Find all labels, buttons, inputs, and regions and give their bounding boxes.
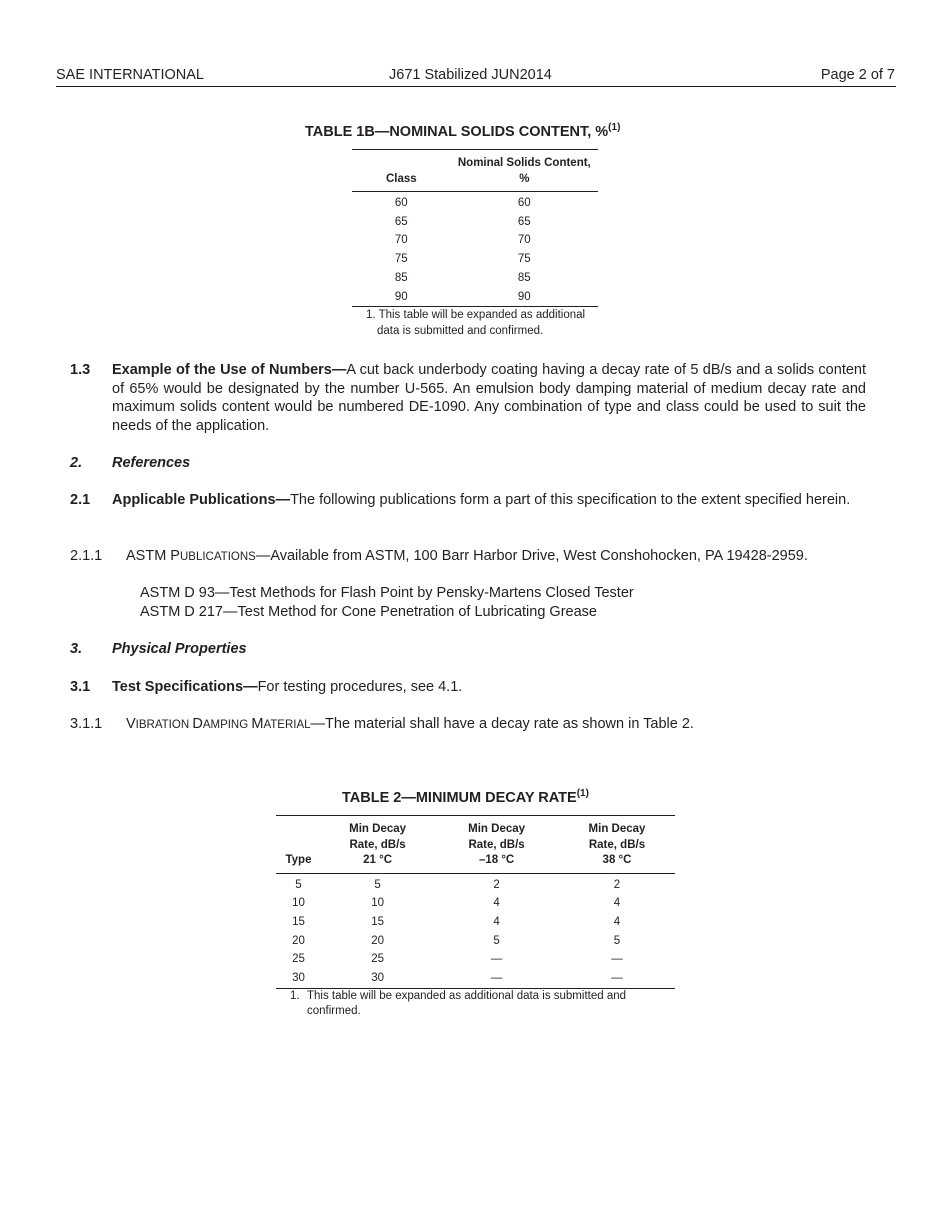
sec-2-1-heading: Applicable Publications—: [112, 492, 291, 508]
table-row: 70 70: [394, 234, 531, 247]
sec-3-1-paragraph: [112, 678, 462, 697]
sec-3-1-number: 3.1: [70, 679, 91, 695]
header-left: SAE INTERNATIONAL: [56, 67, 204, 83]
table-row: 75 75: [394, 253, 531, 266]
sec-2-1-number: 2.1: [70, 492, 91, 508]
table1b-col-content: Nominal Solids Content, %: [451, 150, 598, 192]
sec-2-heading: References: [112, 455, 191, 471]
table-row: 20 20 5 5: [292, 934, 621, 947]
table2-col-38c: Min Decay Rate, dB/s 38 °C: [559, 816, 675, 874]
sec-2-1-text: The following publications form a part of this specification to the extent specified herein.: [290, 492, 851, 508]
sec-1-3-heading: Example of the Use of Numbers—: [112, 362, 347, 378]
table1b-title: TABLE 1B—NOMINAL SOLIDS CONTENT, %$^{(1)}$: [305, 122, 621, 140]
table2-col-minus18c: Min Decay Rate, dB/s –18 °C: [434, 816, 559, 874]
sec-3-heading: Physical Properties: [112, 641, 247, 657]
table2-footnote-line1: This table will be expanded as additional data is submitted and: [307, 990, 627, 1002]
table2: [276, 815, 675, 989]
sec-2-1-1-number: 2.1.1: [70, 548, 103, 564]
sec-3-1-text: For testing procedures, see 4.1.: [257, 679, 463, 695]
sec-2-1-paragraph: [112, 491, 866, 510]
table1b-col-class: Class: [352, 150, 451, 192]
sec-1-3-number: 1.3: [70, 362, 91, 378]
table2-footnote-number: 1.: [290, 990, 300, 1002]
table2-col-21c: Min Decay Rate, dB/s 21 °C: [321, 816, 434, 874]
table-row: 60 60: [394, 197, 531, 209]
table2-title: TABLE 2—MINIMUM DECAY RATE$^{(1)}$: [342, 788, 589, 806]
header-right: Page 2 of 7: [820, 67, 895, 83]
table-row: 25 25 — —: [292, 953, 623, 966]
sec-3-1-heading: Test Specifications—: [112, 679, 258, 695]
sec-3-1-1-number: 3.1.1: [70, 716, 103, 732]
table2-footnote-line2: confirmed.: [307, 1005, 361, 1017]
header-center: J671 Stabilized JUN2014: [389, 67, 552, 83]
table-row: 10 10 4 4: [292, 897, 621, 910]
table-row: 85 85: [394, 271, 531, 284]
sec-3-1-1-paragraph: VIBRATION DAMPING MATERIAL—The material shall have a decay rate as shown in Table 2.: [126, 716, 694, 732]
reference-item: ASTM D 93—Test Methods for Flash Point by Pensky-Martens Closed Tester: [140, 585, 634, 601]
reference-item: ASTM D 217—Test Method for Cone Penetration of Lubricating Grease: [140, 604, 597, 620]
table1b-footnote-line2: data is submitted and confirmed.: [377, 325, 544, 337]
table-row: 15 15 4 4: [292, 915, 621, 928]
header-rule: [56, 86, 896, 87]
table-row: 65 65: [394, 215, 531, 228]
table1b: [352, 149, 598, 307]
sec-3-number: 3.: [70, 641, 83, 657]
table-row: 5 5 2 2: [295, 878, 621, 891]
table-row: 90 90: [394, 290, 531, 303]
table1b-footnote-line1: 1. This table will be expanded as additional: [366, 309, 586, 321]
sec-1-3-text: A cut back underbody coating having a decay rate of 5 dB/s and a solids content of 65% would be designated by the number U-565. An emulsion body damping material of medium decay rate and maximum solids content would be numbered DE-1090. Any combination of type and class could be used to suit the needs of the application.: [112, 362, 866, 434]
table-row: 30 30 — —: [292, 972, 623, 985]
sec-1-3-paragraph: [112, 361, 866, 435]
sec-2-number: 2.: [70, 455, 83, 471]
sec-2-1-1-paragraph: ASTM PUBLICATIONS—Available from ASTM, 100 Barr Harbor Drive, West Conshohocken, PA 19428-2959.: [126, 548, 808, 564]
table2-col-type: Type: [276, 816, 321, 874]
